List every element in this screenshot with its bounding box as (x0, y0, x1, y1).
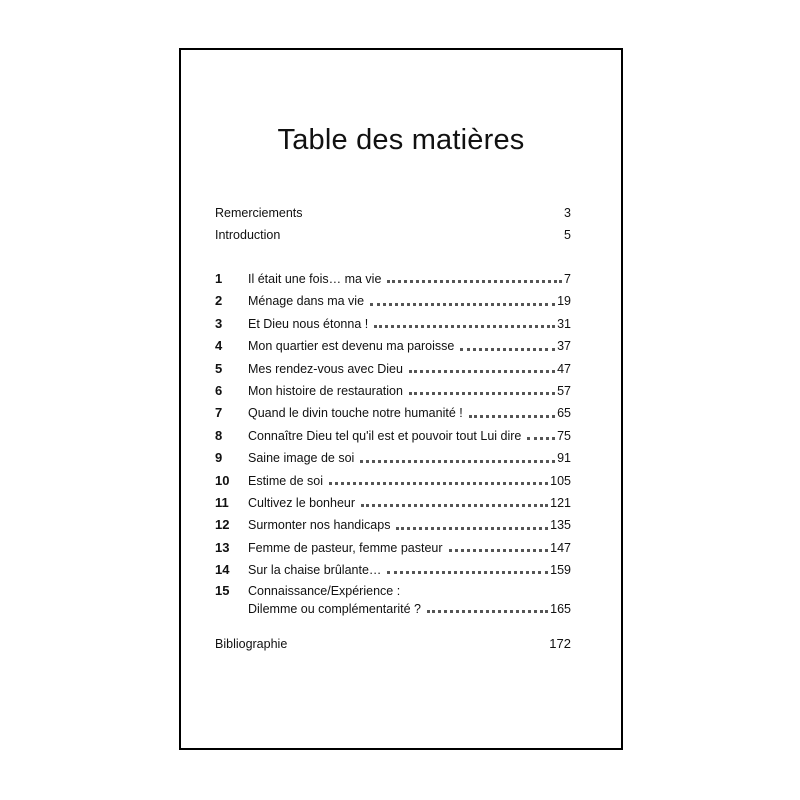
chapter-page: 105 (550, 473, 571, 488)
chapter-page: 31 (557, 316, 571, 331)
chapter-page: 75 (557, 428, 571, 443)
toc-entry-remerciements (215, 202, 571, 224)
chapter-title: Sur la chaise brûlante… (248, 563, 382, 578)
chapter-number: 15 (215, 583, 230, 599)
chapter-page: 37 (557, 339, 571, 354)
chapter-page: 7 (564, 271, 571, 286)
chapter-entry (215, 290, 571, 312)
dot-leader (449, 549, 549, 552)
chapter-title: Femme de pasteur, femme pasteur (248, 540, 443, 555)
dot-leader (387, 280, 562, 283)
chapter-page: 165 (550, 602, 571, 617)
chapter-number: 2 (215, 293, 223, 309)
chapter-entry-15 (215, 581, 571, 622)
chapter-title: Ménage dans ma vie (248, 294, 365, 309)
dot-leader (527, 437, 555, 440)
toc-entry-label: Bibliographie (215, 637, 288, 651)
chapter-page: 57 (557, 383, 571, 398)
chapter-number: 11 (215, 494, 229, 510)
chapter-entry (215, 268, 571, 290)
chapter-page: 159 (550, 563, 571, 578)
chapter-title-line1: Connaissance/Expérience : (248, 584, 401, 599)
dot-leader (374, 325, 555, 328)
chapter-entry (215, 492, 571, 514)
chapter-entry (215, 425, 571, 447)
chapter-title-line2: Dilemme ou complémentarité ? (248, 602, 421, 617)
chapter-entry (215, 380, 571, 402)
chapter-entry (215, 470, 571, 492)
dot-leader (409, 392, 555, 395)
chapter-entry (215, 447, 571, 469)
front-matter (215, 202, 571, 246)
chapter-number: 3 (215, 315, 223, 331)
toc-entry-page: 5 (564, 228, 571, 242)
chapter-number: 9 (215, 450, 223, 466)
dot-leader (370, 303, 555, 306)
chapter-number: 10 (215, 472, 230, 488)
chapter-title: Mon quartier est devenu ma paroisse (248, 339, 455, 354)
chapter-number: 14 (215, 562, 230, 578)
chapter-page: 47 (557, 361, 571, 376)
chapter-title: Mes rendez-vous avec Dieu (248, 361, 403, 376)
chapter-number: 13 (215, 539, 230, 555)
chapter-entry (215, 358, 571, 380)
chapter-title: Mon histoire de restauration (248, 383, 403, 398)
chapter-number: 12 (215, 517, 230, 533)
page-title: Table des matières (277, 124, 525, 156)
chapter-page: 147 (550, 540, 571, 555)
dot-leader (360, 460, 555, 463)
dot-leader (329, 482, 548, 485)
chapter-entry (215, 313, 571, 335)
chapter-number: 1 (215, 270, 223, 286)
chapter-title: Quand le divin touche notre humanité ! (248, 406, 463, 421)
chapter-page: 19 (557, 294, 571, 309)
toc-entry-bibliographie (215, 636, 571, 651)
chapter-title: Connaître Dieu tel qu'il est et pouvoir tout Lui dire (248, 428, 522, 443)
chapter-page: 91 (557, 451, 571, 466)
chapter-title: Surmonter nos handicaps (248, 518, 391, 533)
chapter-number: 4 (215, 338, 223, 354)
chapter-number: 5 (215, 360, 223, 376)
chapter-entry (215, 402, 571, 424)
book-page (179, 48, 623, 750)
chapter-page: 65 (557, 406, 571, 421)
chapter-number: 7 (215, 405, 223, 421)
chapter-entry (215, 537, 571, 559)
dot-leader (361, 504, 548, 507)
chapter-entry (215, 559, 571, 581)
chapter-number: 8 (215, 427, 223, 443)
chapter-title: Cultivez le bonheur (248, 495, 356, 510)
dot-leader (469, 415, 555, 418)
chapter-title: Estime de soi (248, 473, 324, 488)
dot-leader (387, 571, 548, 574)
chapter-number: 6 (215, 382, 223, 398)
toc-entry-introduction (215, 224, 571, 246)
dot-leader (460, 348, 555, 351)
chapter-title: Saine image de soi (248, 451, 355, 466)
toc-entry-page: 172 (549, 636, 571, 651)
chapter-list (215, 268, 571, 622)
chapter-entry (215, 514, 571, 536)
toc-entry-label: Remerciements (215, 206, 303, 220)
chapter-title: Il était une fois… ma vie (248, 271, 382, 286)
back-matter (215, 636, 571, 651)
toc-entry-label: Introduction (215, 228, 281, 242)
chapter-title: Et Dieu nous étonna ! (248, 316, 369, 331)
dot-leader (427, 610, 548, 613)
chapter-page: 121 (550, 495, 571, 510)
chapter-page: 135 (550, 518, 571, 533)
toc-entry-page: 3 (564, 206, 571, 220)
chapter-entry (215, 335, 571, 357)
dot-leader (409, 370, 555, 373)
dot-leader (396, 527, 548, 530)
